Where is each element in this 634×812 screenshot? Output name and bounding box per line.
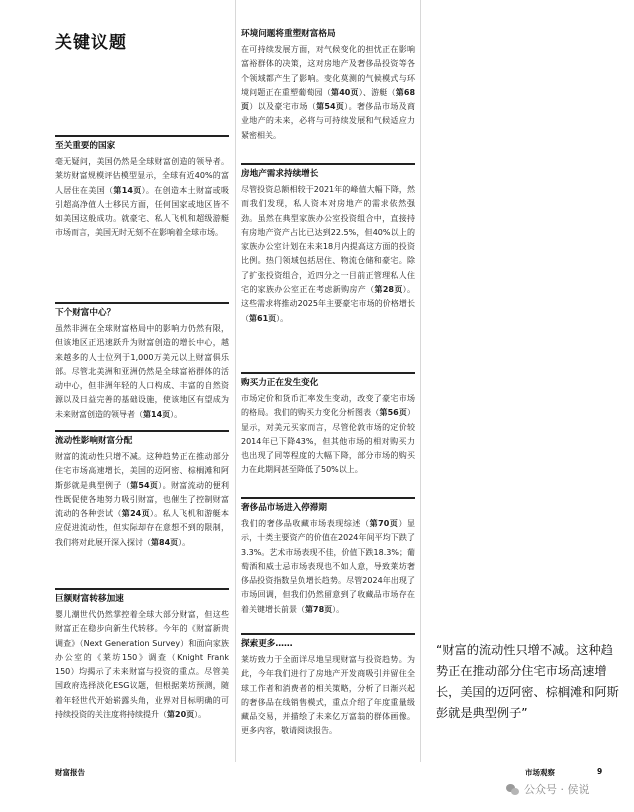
- section-body: 我们的奢侈品收藏市场表现综述（第70页）显示，十类主要资产的价值在2024年间平均下跌了3.3%。艺术市场表现不佳，价值下跌18.3%；葡萄酒和威士忌市场表现也不如人意，导致莱坊奢侈品投资指数呈负增长趋势。尽管2024年出现了市场回调，但我们仍然留意到了收藏品市场存在着关键增长前景（第78页）。: [241, 519, 416, 614]
- section-body: 尽管投资总额相较于2021年的峰值大幅下降，然而我们发现，私人资本对房地产的需求依然强劲。虽然在典型家族办公室投资组合中，直接持有房地产资产占比已达到22.5%，但40%以上的家族办公室计划在未来18月内提高这方面的投资比例。热门领域包括居住、物流仓储和豪宅。除了扩张投资组合，近四分之一目前正管理私人住宅的家族办公室正在考虑新购房产（第28页）。这些需求将推动2025年主要豪宅市场的价格增长（第61页）。: [241, 185, 416, 323]
- footer-section-name: 市场观察: [525, 768, 555, 777]
- section: [55, 430, 229, 550]
- section-rule: [55, 135, 229, 137]
- watermark: [506, 781, 590, 797]
- page-number: 9: [597, 767, 603, 776]
- wechat-icon: [506, 784, 520, 795]
- page-title: 关键议题: [55, 33, 127, 53]
- section-rule: [55, 430, 229, 432]
- section: [55, 302, 229, 422]
- column-divider: [420, 0, 421, 762]
- section-rule: [241, 497, 415, 499]
- section: [241, 633, 415, 739]
- section-body: 毫无疑问，美国仍然是全球财富创造的领导者。莱坊财富规模评估模型显示，全球有近40%的富人居住在美国（第14页）。在创造本土财富或吸引超高净值人士移民方面，任何国家或地区皆不如美国这般成功。就豪宅、私人飞机和超级游艇市场而言，美国无时无刻不在影响着全球市场。: [55, 157, 230, 238]
- section-rule: [55, 302, 229, 304]
- section: [241, 28, 415, 143]
- section: [241, 372, 415, 478]
- section-body: 虽然非洲在全球财富格局中的影响力仍然有限，但该地区正迅速跃升为财富创造的增长中心，越来越多的人士位列于1,000万美元以上财富俱乐部。尽管北美洲和亚洲仍然是全球富裕群体的活动中心，但非洲年轻的人口构成、丰富的自然资源以及日益完善的基础设施，使该地区有望成为未来财富创造的领导者（第14页）。: [55, 324, 229, 419]
- section-rule: [241, 633, 415, 635]
- section-heading: 流动性影响财富分配: [55, 436, 133, 446]
- section-heading: 下个财富中心？: [55, 308, 116, 318]
- section-body: 婴儿潮世代仍然掌控着全球大部分财富，但这些财富正在稳步向新生代转移。今年的《财富新贵调查》（Next Generation Survey）和面向家族办公室的《莱坊150》调查（Knight Frank 150）均揭示了未来财富与投资的重点。尽管美国政府选择淡化ESG议题，但根据莱坊预测，随着年轻世代开始崭露头角，业界对目标明确的可持续投资的关注度将持续提升（第20页）。: [55, 610, 229, 720]
- section-rule: [241, 372, 415, 374]
- section: [55, 135, 229, 241]
- footer-report-name: 财富报告: [55, 768, 85, 777]
- section-heading: 至关重要的国家: [55, 141, 116, 151]
- section: [241, 497, 415, 617]
- section-heading: 购买力正在发生变化: [241, 378, 319, 388]
- section-body: 在可持续发展方面，对气候变化的担忧正在影响富裕群体的决策，这对房地产及奢侈品投资等各个领域都产生了影响。变化莫测的气候模式与环境问题正在重塑葡萄园（第40页）、游艇（第68页）以及豪宅市场（第54页）。奢侈品市场及商业地产的未来，必将与可持续发展和气候适应力紧密相关。: [241, 45, 416, 140]
- section: [241, 163, 415, 326]
- section-heading: 探索更多……: [241, 639, 293, 649]
- section-body: 市场定价和货币汇率发生变动，改变了豪宅市场的格局。我们的购买力变化分析图表（第56页）显示，对美元买家而言，尽管伦敦市场的定价较2014年已下降43%，但其他市场的相对购买力也出现了同等程度的大幅下降，部分市场的购买力在此期间甚至降低了50%以上。: [241, 394, 415, 475]
- section-rule: [241, 163, 415, 165]
- column-divider: [235, 0, 236, 762]
- section-heading: 巨额财富转移加速: [55, 594, 124, 604]
- section-heading: 奢侈品市场进入停滞期: [241, 503, 327, 513]
- section-body: 财富的流动性只增不减。这种趋势正在推动部分住宅市场高速增长，美国的迈阿密、棕榈滩和阿斯彭就是典型例子（第54页）。财富流动的便利性既促使各地努力吸引财富，也催生了控制财富流动的各种尝试（第24页）。私人飞机和游艇本应促进流动性，但实际却存在意想不到的限制，我们将对此展开深入探讨（第84页）。: [55, 452, 230, 547]
- section-heading: 房地产需求持续增长: [241, 169, 319, 179]
- watermark-text: 公众号 · 侯说: [524, 783, 590, 796]
- section-rule: [55, 588, 229, 590]
- pull-quote: “财富的流动性只增不减。这种趋势正在推动部分住宅市场高速增长，美国的迈阿密、棕榈滩和阿斯彭就是典型例子”: [436, 643, 619, 720]
- section: [55, 588, 229, 722]
- section-body: 莱坊致力于全面详尽地呈现财富与投资趋势。为此，今年我们进行了房地产开发商吸引并留住全球工作者和消费者的相关策略，分析了日渐兴起的奢侈品在线销售模式，重点介绍了年度重量级藏品交易，并描绘了未来亿万富翁的群体画像。更多内容，敬请阅读报告。: [241, 655, 415, 736]
- section-heading: 环境问题将重塑财富格局: [241, 29, 336, 39]
